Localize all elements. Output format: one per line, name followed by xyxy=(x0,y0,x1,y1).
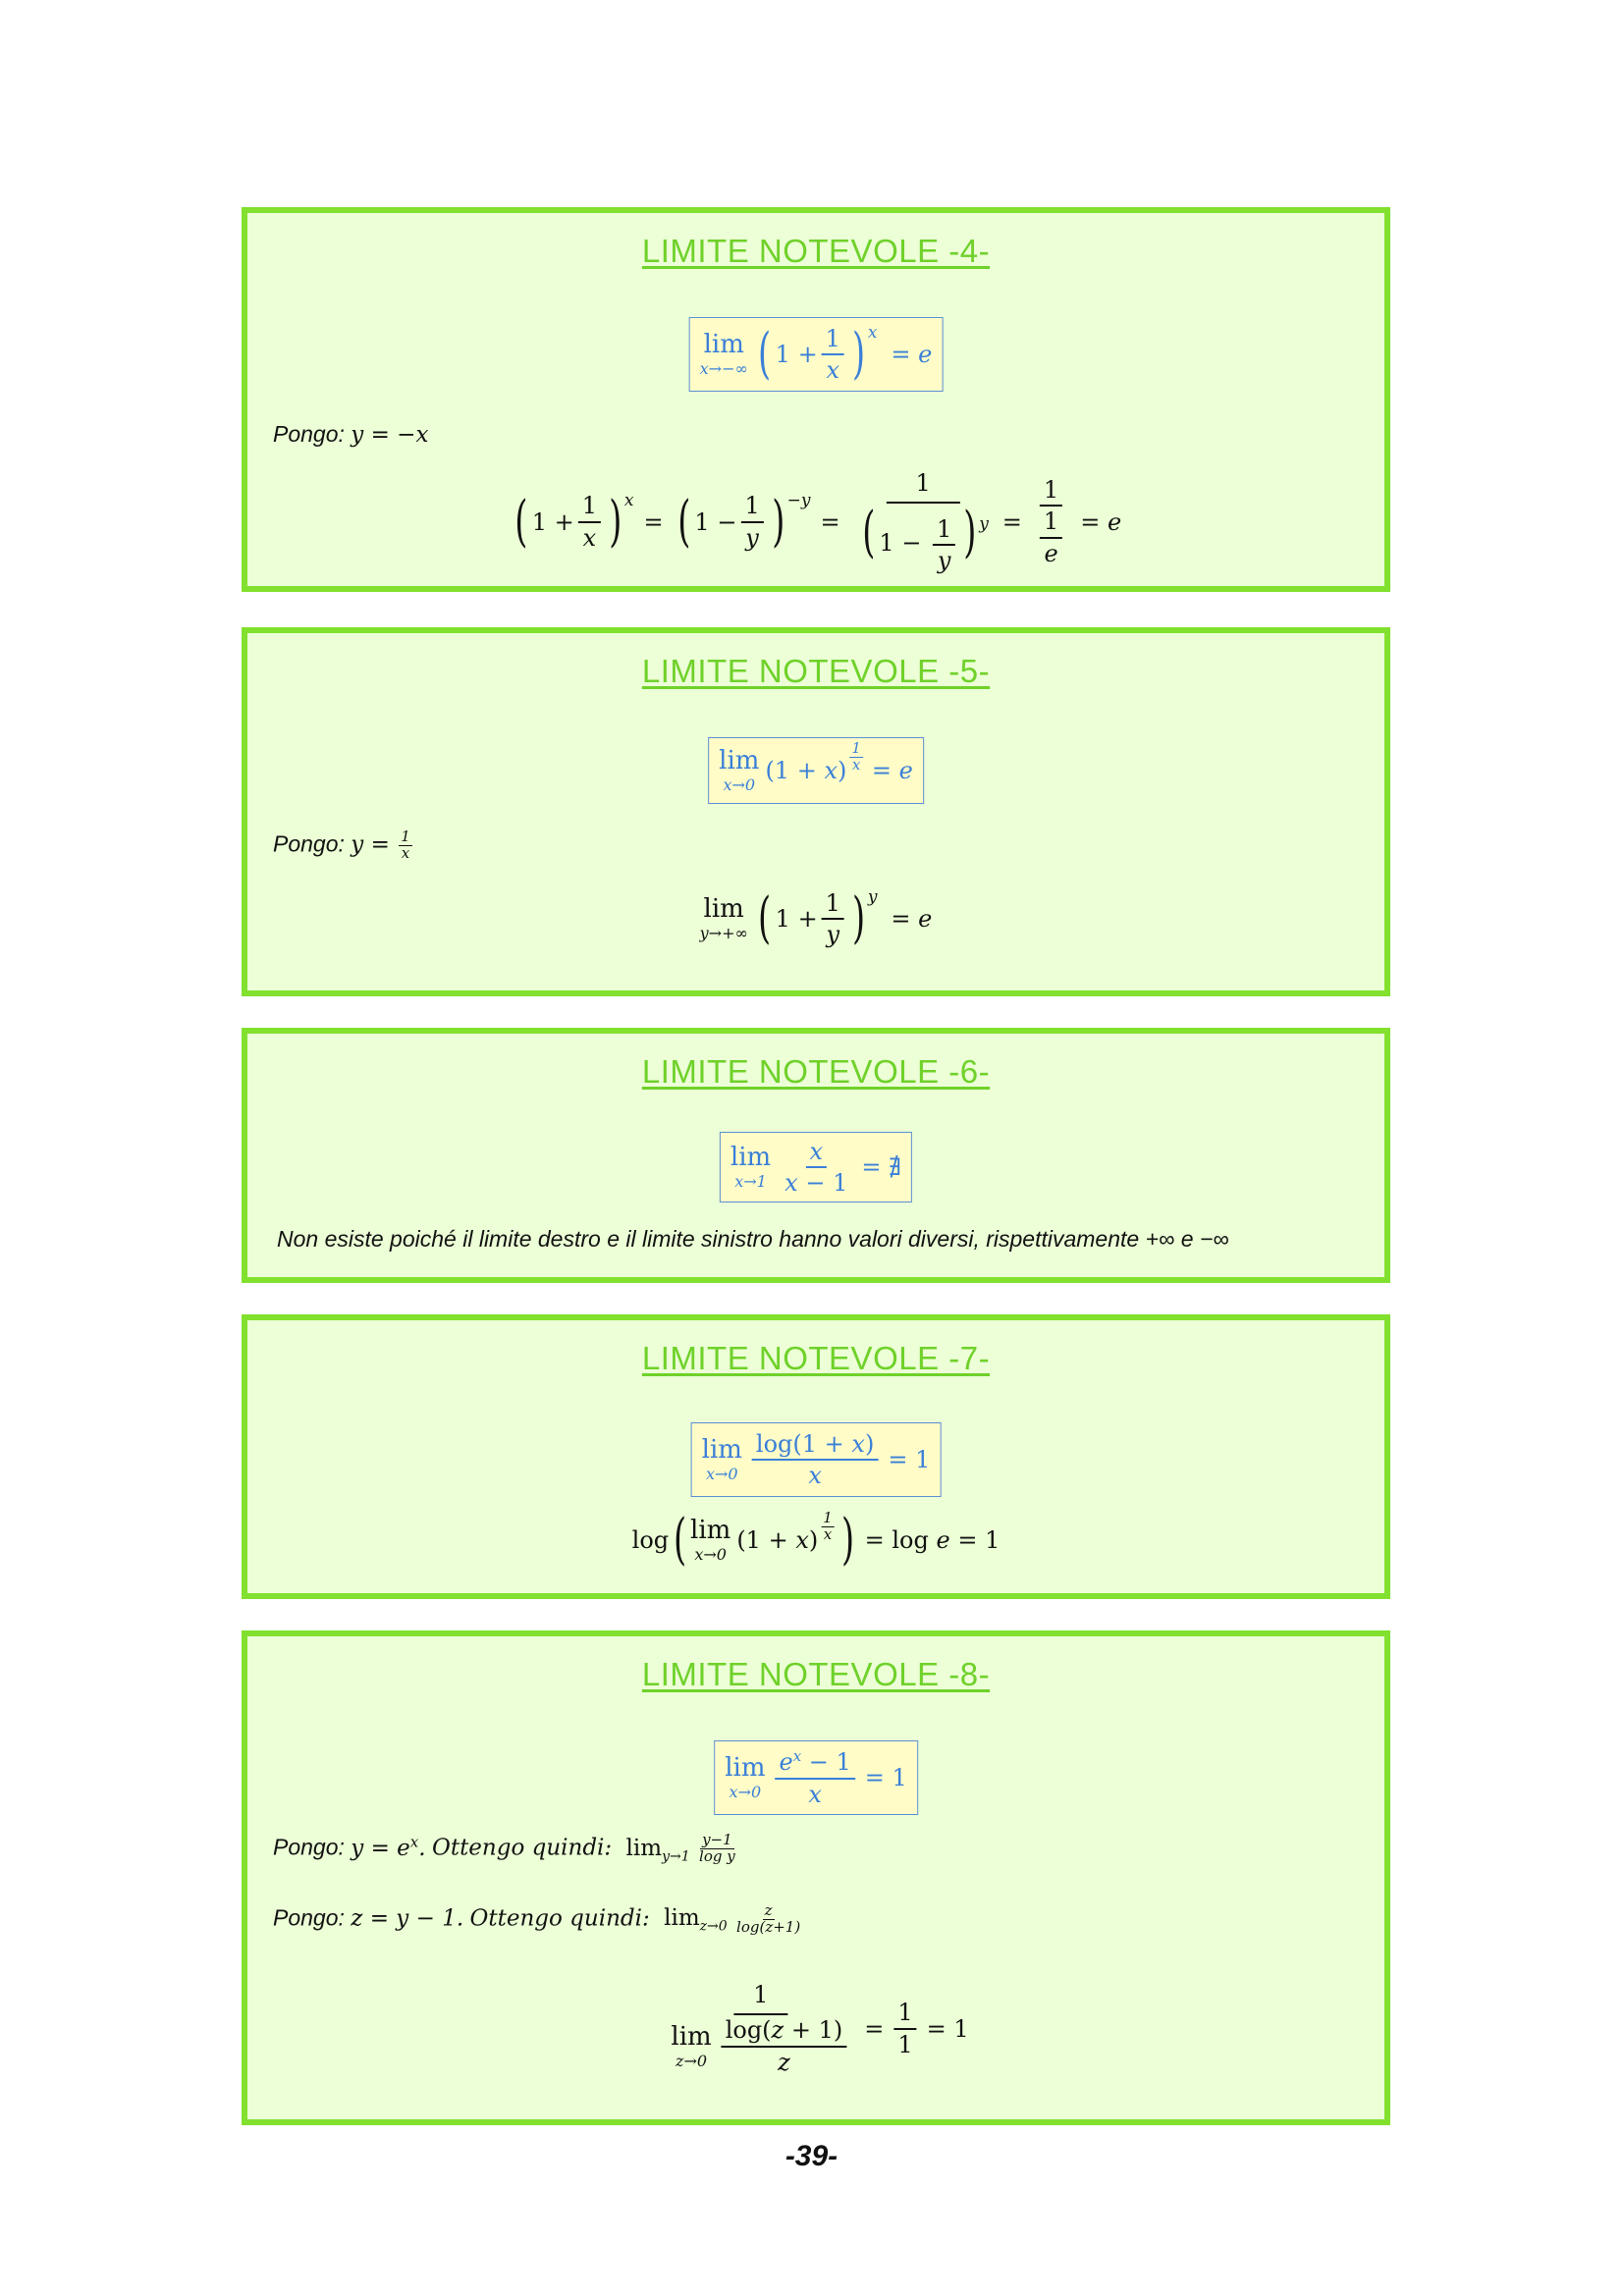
limit-box-7 xyxy=(242,1314,1390,1599)
substitution-text-2: Pongo: z = y − 1. Ottengo quindi: $\lim_{z\to 0}$ $\frac{z}{\log(z+1)}$ xyxy=(273,1901,801,1936)
main-formula: lim x→0 $\frac{e^x - 1}{x}$ = 1 xyxy=(714,1740,918,1815)
limit-box-4 xyxy=(242,207,1390,592)
box-title: LIMITE NOTEVOLE -6- xyxy=(641,1053,991,1090)
box-title: LIMITE NOTEVOLE -8- xyxy=(641,1656,991,1692)
main-formula: lim x→1 $\frac{x}{x - 1}$ = ∄ xyxy=(720,1132,912,1202)
box-title: LIMITE NOTEVOLE -7- xyxy=(641,1340,991,1376)
explanation-text: Non esiste poiché il limite destro e il limite sinistro hanno valori diversi, rispettivamente +∞ e −∞ xyxy=(277,1226,1229,1252)
box-title: LIMITE NOTEVOLE -5- xyxy=(641,653,991,689)
substitution-text: Pongo: y = −x xyxy=(273,421,429,448)
derivation: 1 lim z→0 $\frac{\log(z + 1)}{z}$ = $\frac{1}{1}$ = 1 xyxy=(671,1981,969,2076)
page-number: -39- xyxy=(784,2140,839,2172)
main-formula: lim x→0 (1 + x ) $\frac{1}{x}$ = e xyxy=(708,737,924,804)
substitution-text: Pongo: y = $\frac{1}{x}$ xyxy=(273,828,410,862)
limit-box-8 xyxy=(242,1630,1390,2125)
main-formula: lim x→−∞ ( 1 + $\frac{1}{x}$ ) x = e xyxy=(689,317,944,392)
substitution-text-1: Pongo: $y = e^x$. Ottengo quindi: $\lim_{y\to 1}$ $\frac{y-1}{\text{log y}}$ xyxy=(273,1831,735,1866)
main-formula: lim x→0 $\frac{\log(1 + x)}{x}$ = 1 xyxy=(691,1422,942,1497)
limit-box-6 xyxy=(242,1028,1390,1283)
limit-box-5 xyxy=(242,627,1390,996)
derivation: ( 1 + $\frac{1}{x}$ ) x = ( 1 − $\frac{1}{y}$ ) −y = 1 ( 1 − $\frac{1}{y}$ ) $^y$ = $\frac{1}{\frac{1}{e}}$ = e xyxy=(514,469,1122,574)
box-title: LIMITE NOTEVOLE -4- xyxy=(641,233,991,269)
derivation: log ( lim x→0 (1 + x ) 1 x ) = log e = 1 xyxy=(631,1508,1001,1572)
derivation: lim y→+∞ ( 1 + $\frac{1}{y}$ ) y = e xyxy=(699,886,933,951)
